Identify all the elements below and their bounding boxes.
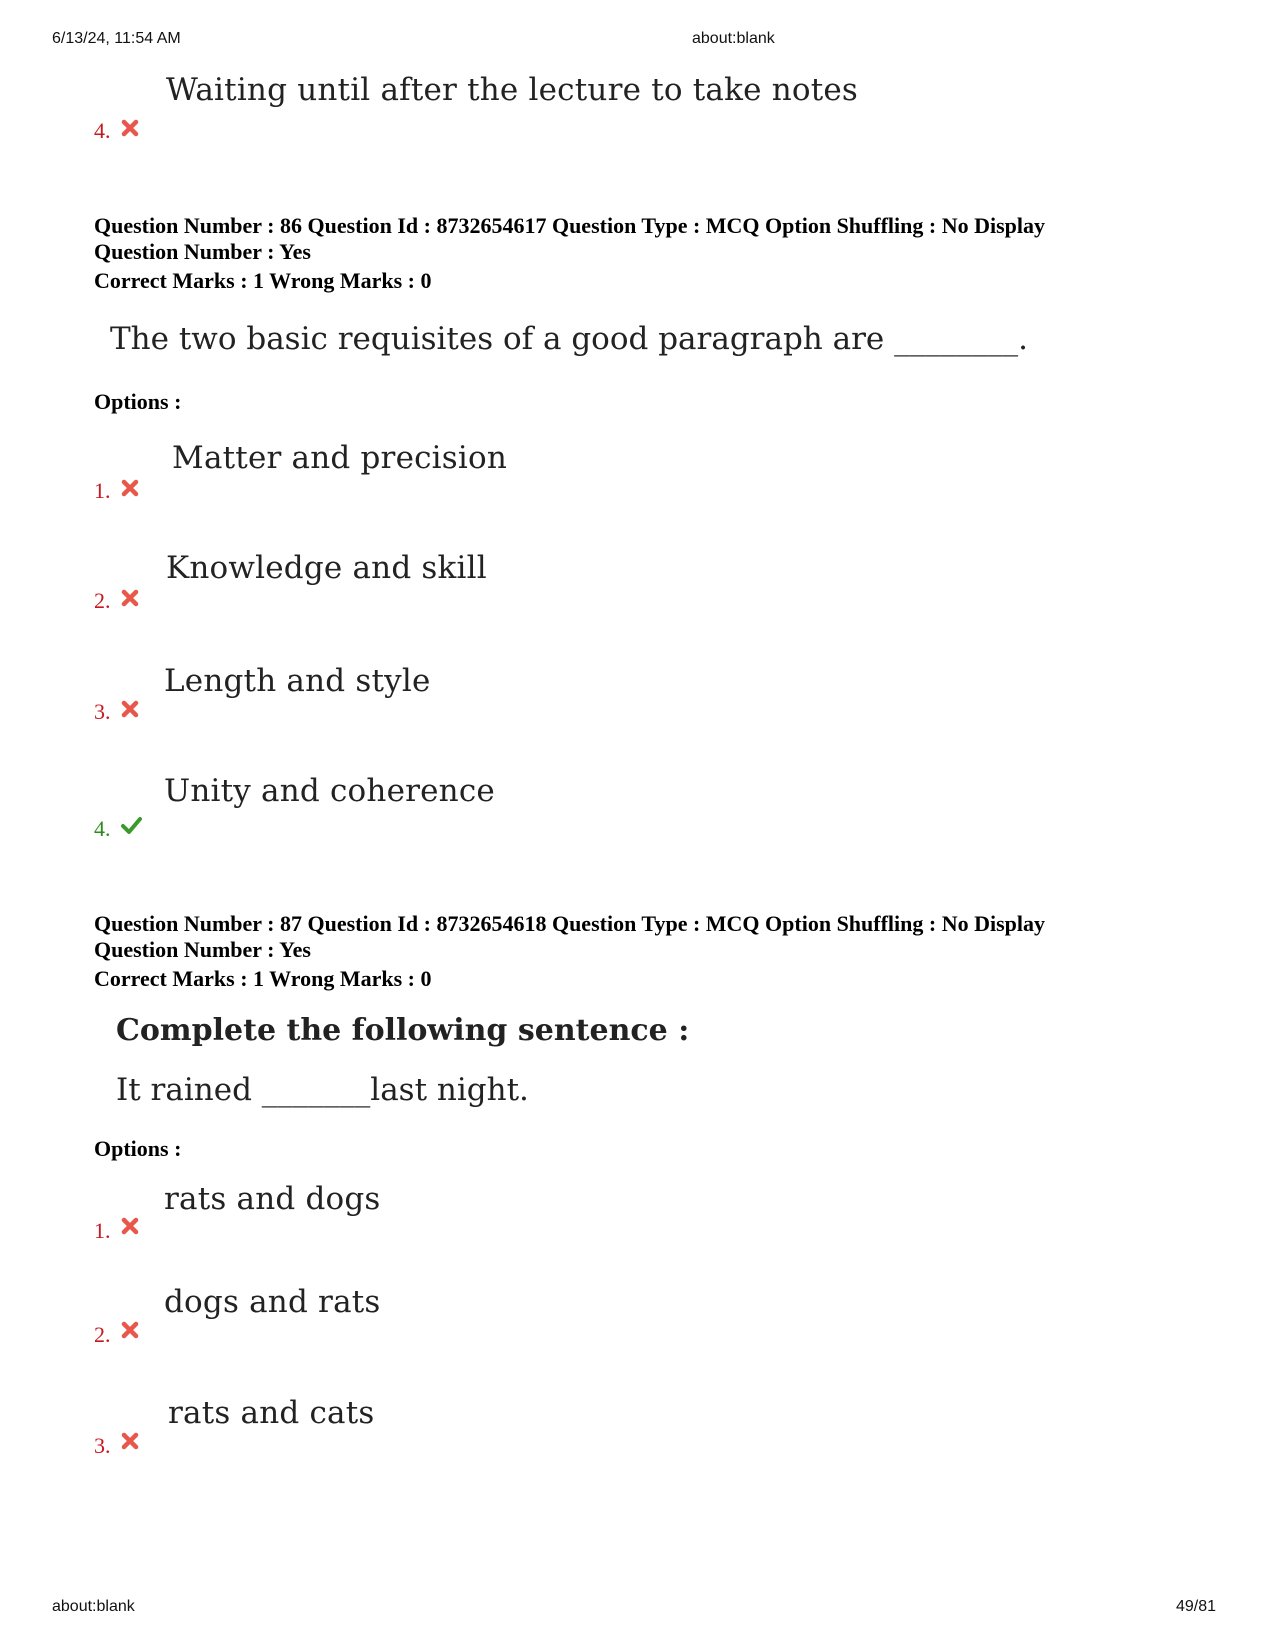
prev-option-number: 4. (94, 118, 111, 143)
prev-option-text: Waiting until after the lecture to take notes (166, 72, 859, 108)
cross-icon (120, 478, 140, 498)
question-87-marks: Correct Marks : 1 Wrong Marks : 0 (94, 966, 432, 991)
check-icon (120, 814, 142, 836)
cross-icon (120, 588, 140, 608)
question-87-header (94, 911, 1214, 963)
cross-icon (120, 118, 140, 138)
q87-option-1-number: 1. (94, 1218, 111, 1243)
q87-option-3-number: 3. (94, 1433, 111, 1458)
page-number: 49/81 (1176, 1598, 1217, 1615)
question-87-text: It rained _______last night. (116, 1072, 529, 1108)
question-86-header-line1: Question Number : 86 Question Id : 8732654617 Question Type : MCQ Option Shuffling : No Display (94, 213, 1046, 238)
cross-icon (120, 1431, 140, 1451)
q86-option-1-number: 1. (94, 478, 111, 503)
q87-option-2-number: 2. (94, 1322, 111, 1347)
q87-option-2-text: dogs and rats (164, 1284, 381, 1320)
q86-option-3-number: 3. (94, 699, 111, 724)
question-86-text: The two basic requisites of a good paragraph are ________. (110, 321, 1028, 357)
question-87-options-label: Options : (94, 1136, 182, 1161)
print-url: about:blank (692, 30, 775, 47)
question-87-header-line1: Question Number : 87 Question Id : 8732654618 Question Type : MCQ Option Shuffling : No Display (94, 911, 1046, 936)
print-datetime: 6/13/24, 11:54 AM (52, 30, 181, 47)
cross-icon (120, 699, 140, 719)
q86-option-4-number: 4. (94, 816, 111, 841)
question-86-options-label: Options : (94, 389, 182, 414)
q86-option-2-number: 2. (94, 588, 111, 613)
q87-option-1-text: rats and dogs (164, 1181, 381, 1217)
q86-option-4-text: Unity and coherence (164, 773, 495, 809)
question-86-marks: Correct Marks : 1 Wrong Marks : 0 (94, 268, 432, 293)
cross-icon (120, 1320, 140, 1340)
q86-option-2-text: Knowledge and skill (166, 550, 487, 586)
question-87-title: Complete the following sentence : (116, 1013, 690, 1048)
q86-option-3-text: Length and style (164, 663, 431, 699)
question-86-header-line2: Question Number : Yes (94, 239, 311, 264)
cross-icon (120, 1216, 140, 1236)
q87-option-3-text: rats and cats (168, 1395, 375, 1431)
question-87-header-line2: Question Number : Yes (94, 937, 311, 962)
q86-option-1-text: Matter and precision (172, 440, 508, 476)
question-86-header (94, 213, 1214, 265)
footer-url: about:blank (52, 1598, 135, 1615)
